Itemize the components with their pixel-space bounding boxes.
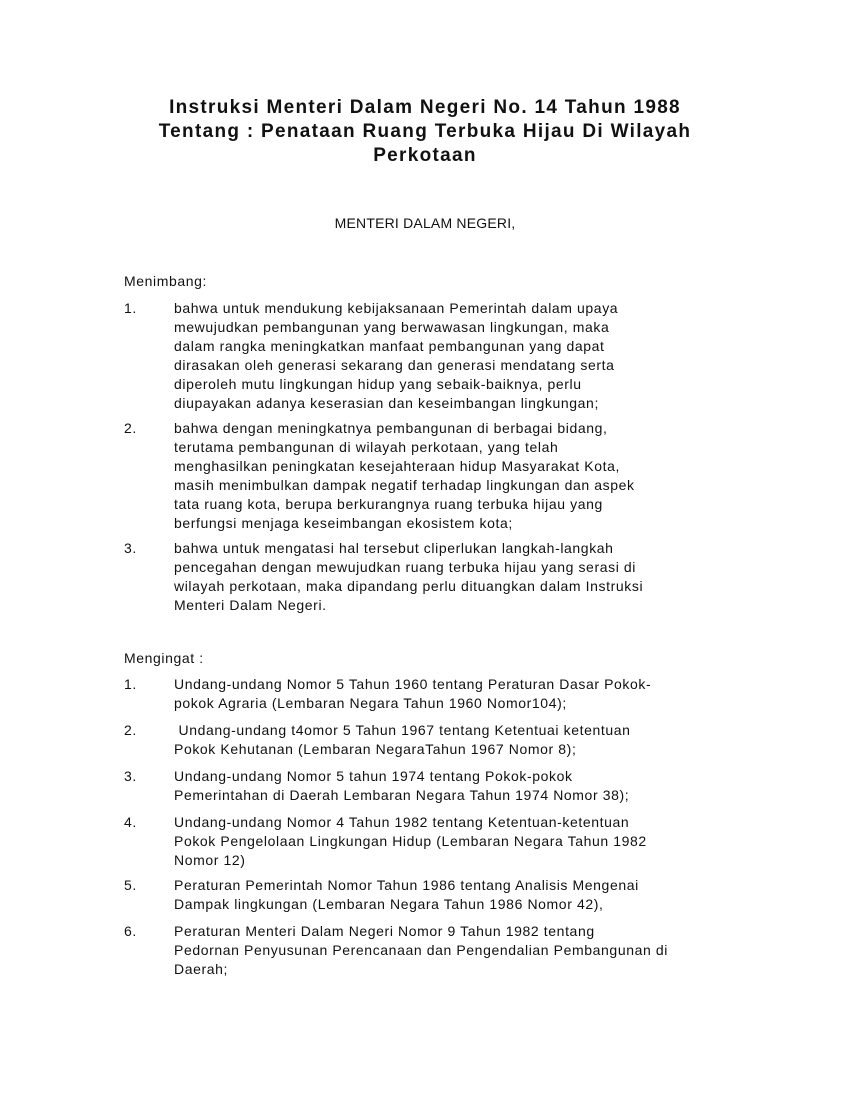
item-text bbox=[174, 675, 744, 713]
text-line: Undang-undang Nomor 4 Tahun 1982 tentang Ketentuan-ketentuan bbox=[174, 814, 630, 830]
item-text bbox=[174, 419, 744, 533]
item-text bbox=[174, 539, 744, 615]
item-number: 1. bbox=[124, 300, 137, 316]
document-title bbox=[120, 96, 730, 168]
title-line: Perkotaan bbox=[373, 145, 477, 166]
item-number: 6. bbox=[124, 923, 137, 939]
text-line: bahwa untuk mendukung kebijaksanaan Pemerintah dalam upaya bbox=[174, 300, 619, 316]
text-line: bahwa untuk mengatasi hal tersebut cliperlukan langkah-langkah bbox=[174, 540, 614, 556]
issuer-heading: MENTERI DALAM NEGERI, bbox=[334, 215, 516, 231]
text-line: wilayah perkotaan, maka dipandang perlu dituangkan dalam Instruksi bbox=[174, 578, 644, 594]
item-number: 2. bbox=[124, 722, 137, 738]
text-line: berfungsi menjaga keseimbangan ekosistem kota; bbox=[174, 515, 513, 531]
text-line: dirasakan oleh generasi sekarang dan generasi mendatang serta bbox=[174, 357, 615, 373]
item-text bbox=[174, 299, 744, 413]
text-line: bahwa dengan meningkatnya pembangunan di berbagai bidang, bbox=[174, 420, 608, 436]
title-line: Instruksi Menteri Dalam Negeri No. 14 Tahun 1988 bbox=[169, 97, 681, 118]
text-line: dalam rangka meningkatkan manfaat pembangunan yang dapat bbox=[174, 338, 605, 354]
item-number: 3. bbox=[124, 768, 137, 784]
text-line: Pokok Pengelolaan Lingkungan Hidup (Lembaran Negara Tahun 1982 bbox=[174, 833, 647, 849]
item-number: 5. bbox=[124, 877, 137, 893]
text-line: Dampak lingkungan (Lembaran Negara Tahun 1986 Nomor 42), bbox=[174, 896, 604, 912]
item-number: 3. bbox=[124, 540, 137, 556]
text-line: Undang-undang Nomor 5 tahun 1974 tentang Pokok-pokok bbox=[174, 768, 573, 784]
text-line: pencegahan dengan mewujudkan ruang terbuka hijau yang serasi di bbox=[174, 559, 636, 575]
text-line: Daerah; bbox=[174, 961, 229, 977]
text-line: diperoleh mutu lingkungan hidup yang sebaik-baiknya, perlu bbox=[174, 376, 582, 392]
item-text bbox=[174, 767, 744, 805]
text-line: Pemerintahan di Daerah Lembaran Negara Tahun 1974 Nomor 38); bbox=[174, 787, 630, 803]
item-number: 4. bbox=[124, 814, 137, 830]
text-line: diupayakan adanya keserasian dan keseimbangan lingkungan; bbox=[174, 395, 599, 411]
text-line: Peraturan Pemerintah Nomor Tahun 1986 tentang Analisis Mengenai bbox=[174, 877, 639, 893]
text-line: Undang-undang Nomor 5 Tahun 1960 tentang Peraturan Dasar Pokok- bbox=[174, 676, 652, 692]
item-text bbox=[174, 813, 744, 870]
text-line: Peraturan Menteri Dalam Negeri Nomor 9 Tahun 1982 tentang bbox=[174, 923, 595, 939]
text-line: tata ruang kota, berupa berkurangnya ruang terbuka hijau yang bbox=[174, 496, 603, 512]
text-line: masih menimbulkan dampak negatif terhadap lingkungan dan aspek bbox=[174, 477, 635, 493]
item-number: 2. bbox=[124, 420, 137, 436]
mengingat-label: Mengingat : bbox=[124, 650, 204, 666]
item-number: 1. bbox=[124, 676, 137, 692]
title-line: Tentang : Penataan Ruang Terbuka Hijau Di Wilayah bbox=[158, 121, 692, 142]
text-line: menghasilkan peningkatan kesejahteraan hidup Masyarakat Kota, bbox=[174, 458, 620, 474]
text-line: pokok Agraria (Lembaran Negara Tahun 1960 Nomor104); bbox=[174, 695, 567, 711]
item-text bbox=[174, 721, 744, 759]
item-text bbox=[174, 922, 744, 979]
menimbang-label: Menimbang: bbox=[124, 273, 208, 289]
text-line: Pokok Kehutanan (Lembaran NegaraTahun 1967 Nomor 8); bbox=[174, 741, 577, 757]
text-line: Nomor 12) bbox=[174, 852, 246, 868]
item-text bbox=[174, 876, 744, 914]
text-line: Menteri Dalam Negeri. bbox=[174, 597, 327, 613]
text-line: Pedornan Penyusunan Perencanaan dan Pengendalian Pembangunan di bbox=[174, 942, 668, 958]
text-line: mewujudkan pembangunan yang berwawasan lingkungan, maka bbox=[174, 319, 610, 335]
text-line: Undang-undang t4omor 5 Tahun 1967 tentang Ketentuai ketentuan bbox=[174, 722, 631, 738]
text-line: terutama pembangunan di wilayah perkotaan, yang telah bbox=[174, 439, 559, 455]
